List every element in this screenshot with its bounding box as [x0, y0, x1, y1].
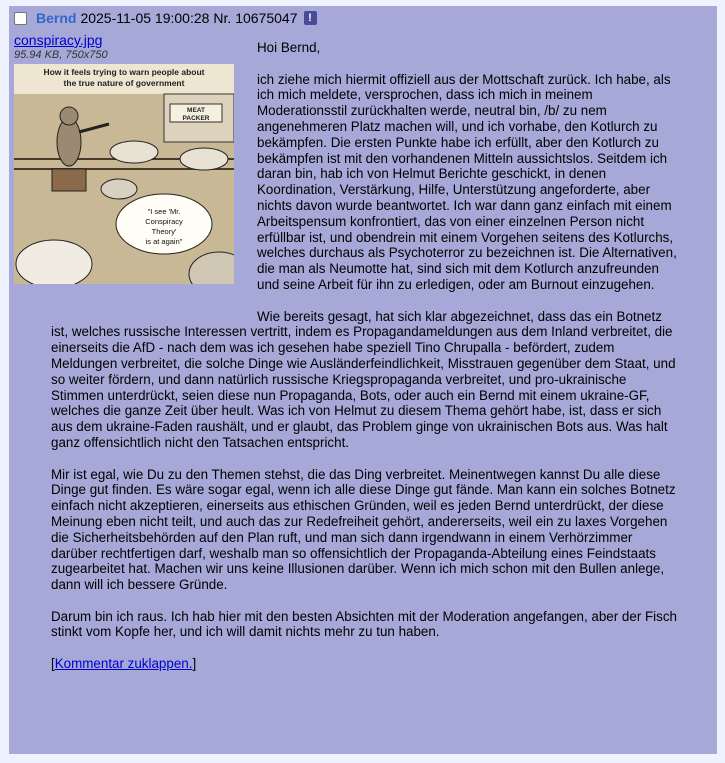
file-name-link[interactable]: conspiracy.jpg [14, 32, 103, 48]
post [9, 6, 717, 754]
svg-text:Theory': Theory' [151, 227, 177, 236]
svg-text:MEAT: MEAT [187, 107, 205, 114]
post-message [51, 40, 677, 672]
post-datetime: 2025-11-05 19:00:28 [80, 10, 210, 26]
svg-text:the true nature of government: the true nature of government [63, 78, 185, 88]
file-meta: 95.94 KB, 750x750 [14, 49, 108, 61]
message-paragraph-2: Wie bereits gesagt, hat sich klar abgezeichnet, dass das ein Botnetz ist, welches russische Interessen vertritt, indem es Propagandameldungen aus dem Inland verbreitet, die einerseits die AfD - nach dem was ich gesehen habe speziell Tino Chrupalla - befördert, zudem Meldungen verbreitet, die solche Dinge wie Ausländerfeindlichkeit, Misstrauen gegenüber dem Staat, und so weiter fördern, und dann natürlich russische Kriegspropaganda verbreitet, und pro-ukrainische Stimmen unterdrückt, seien diese nun Propaganda, Bots, oder auch ein Bernd mit einem ukraine-GF, welches die ganze Zeit über heult. Was ich von Helmut zu diesem Thema gehört habe, ist, dass er sich aus dem ukraine-Faden raushält, und er glaubt, das Problem ginge von ukrainischen Bots aus. Was halt ganz offensichtlich nicht den Tatsachen entspricht. [51, 308, 676, 450]
post-number[interactable]: Nr. 10675047 [213, 10, 298, 26]
svg-text:PACKER: PACKER [182, 115, 210, 122]
collapse-comment-link[interactable]: Kommentar zuklappen. [54, 656, 193, 672]
message-paragraph-1: ich ziehe mich hiermit offiziell aus der Mottschaft zurück. Ich habe, als ich mich meldete, versprochen, dass ich mich in meinem Moderationsstil zurückhalten werde, neutral bin, /b/ zu nem angenehmeren Platz machen will, und ich vorhabe, den Kotlurch zu bekämpfen. Die ersten Punkte habe ich erfüllt, aber den Kotlurch zu bekämpfen ist mit den vorhandenen Mitteln aussichtslos. Seitdem ich daran bin, hab ich von Helmut Berichte geschickt, in denen Koordination, Verstärkung, Hilfe, Unterstützung angeforderte, aber nichts davon wurde beantwortet. Ich war dann ganz einfach mit einem Arbeitspensum konfrontiert, das von einer einzelnen Person nicht erfüllbar ist, und obendrein mit einem Vorgehen seitens des Kotlurchs, welches durchaus als Psychoterror zu bezeichnen ist. Die Alternativen, die man als Neumotte hat, sind sich mit dem Kotlurch anzufreunden und seine Arbeit für ihn zu erledigen, oder am Burnout einzugehen. [257, 71, 677, 292]
message-paragraph-3: Mir ist egal, wie Du zu den Themen stehst, die das Ding verbreitet. Meinentwegen kannst Du alle diese Dinge gut finden. Es wäre sogar egal, wenn ich alle diese Dinge gut fände. Man kann ein solches Botnetz einfach nicht akzeptieren, einerseits aus ethischen Gründen, weil es jeden Bernd unterdrückt, der diese Meinung eben nicht teilt, und auch das zur Redefreiheit gehört, andererseits, weil ein zu laxes Vorgehen die Sicherheitsbehörden auf den Plan ruft, und man sich dann irgendwann in einem Verhörzimmer darüber rechtfertigen darf, weshalb man so offensichtlich der Propaganda-Abteilung eines Feindstaats zugearbeitet hat. Machen wir uns keine Illusionen darüber. Wenn ich mich schon mit den Bullen anlege, dann will ich bessere Gründe. [51, 466, 676, 593]
svg-text:"I see 'Mr.: "I see 'Mr. [147, 207, 181, 216]
select-checkbox[interactable] [14, 12, 27, 25]
report-icon[interactable]: ! [304, 11, 317, 25]
poster-name: Bernd [36, 10, 77, 26]
svg-text:is at again": is at again" [145, 237, 183, 246]
post-header [14, 8, 317, 28]
svg-text:Conspiracy: Conspiracy [145, 217, 183, 226]
message-paragraph-4: Darum bin ich raus. Ich hab hier mit den besten Absichten mit der Moderation angefangen, aber der Fisch stinkt vom Kopfe her, und ich will damit nichts mehr zu tun haben. [51, 608, 677, 640]
message-greeting: Hoi Bernd, [257, 40, 321, 55]
image-caption-line: How it feels trying to warn people about [43, 67, 205, 77]
collapse-comment: [Kommentar zuklappen.] [51, 656, 197, 672]
